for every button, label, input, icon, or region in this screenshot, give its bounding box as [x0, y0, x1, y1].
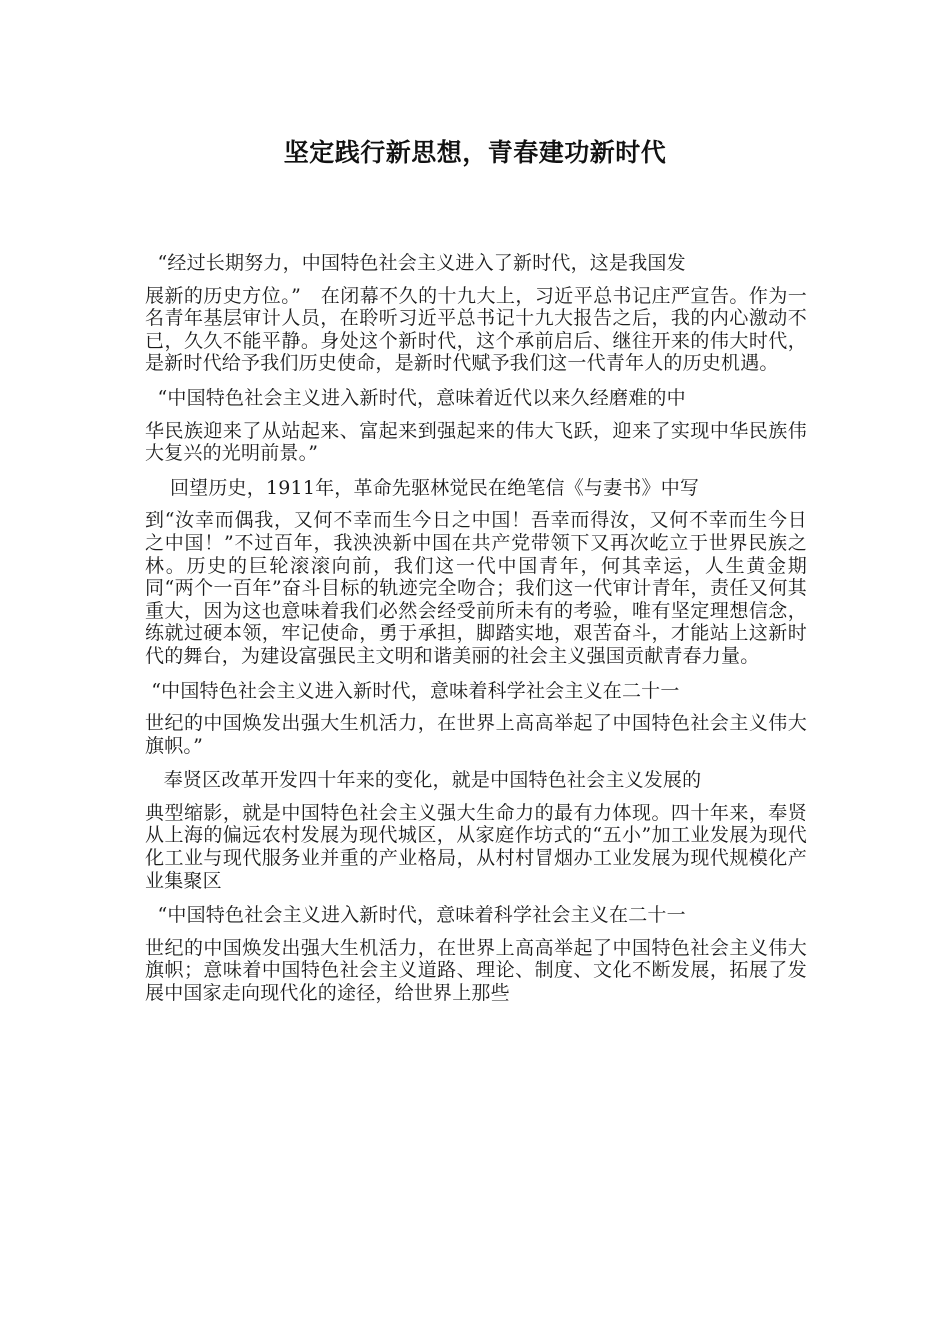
paragraph-2: [145, 387, 807, 465]
paragraph-5-text: 典型缩影，就是中国特色社会主义强大生命力的最有力体现。四十年来，奉贤从上海的偏远农村发展为现代城区，从家庭作坊式的“五小”加工业发展为现代化工业与现代服务业并重的产业格局，从村村冒烟办工业发展为现代规模化产业集聚区: [145, 801, 807, 892]
paragraph-5: [145, 769, 807, 892]
paragraph-6-lead: “中国特色社会主义进入新时代，意味着科学社会主义在二十一: [145, 904, 686, 927]
paragraph-6: [145, 904, 807, 1004]
paragraph-5-lead: 奉贤区改革开发四十年来的变化，就是中国特色社会主义发展的: [145, 769, 702, 792]
paragraph-1-lead: “经过长期努力，中国特色社会主义进入了新时代，这是我国发: [145, 252, 686, 274]
paragraph-1: [145, 252, 807, 375]
paragraph-4-lead: “中国特色社会主义进入新时代，意味着科学社会主义在二十一: [145, 679, 680, 702]
paragraph-3-text: 到“汝幸而偶我，又何不幸而生今日之中国！吾幸而得汝，又何不幸而生今日之中国！”不过百年，我泱泱新中国在共产党带领下又再次屹立于世界民族之林。历史的巨轮滚滚向前，我们这一代中国青年，何其幸运，人生黄金期同“两个一百年”奋斗目标的轨迹完全吻合；我们这一代审计青年，责任又何其重大，因为这也意味着我们必然会经受前所未有的考验，唯有坚定理想信念，练就过硬本领，牢记使命，勇于承担，脚踏实地，艰苦奋斗，才能站上这新时代的舞台，为建设富强民主文明和谐美丽的社会主义强国贡献青春力量。: [145, 509, 807, 667]
paragraph-4: [145, 680, 807, 758]
document-title: 坚定践行新思想，青春建功新时代: [283, 138, 667, 167]
paragraph-2-text: 华民族迎来了从站起来、富起来到强起来的伟大飞跃，迎来了实现中华民族伟大复兴的光明前景。”: [145, 419, 807, 465]
document-body: [145, 252, 807, 1013]
paragraph-6-text: 世纪的中国焕发出强大生机活力，在世界上高高举起了中国特色社会主义伟大旗帜；意味着中国特色社会主义道路、理论、制度、文化不断发展，拓展了发展中国家走向现代化的途径，给世界上那些: [145, 936, 807, 1005]
paragraph-1-text: 展新的历史方位。” 在闭幕不久的十九大上，习近平总书记庄严宣告。作为一名青年基层审计人员，在聆听习近平总书记十九大报告之后，我的内心激动不已，久久不能平静。身处这个新时代，这个承前启后、继往开来的伟大时代，是新时代给予我们历史使命，是新时代赋予我们这一代青年人的历史机遇。: [145, 284, 807, 375]
paragraph-3-lead: 回望历史，1911年，革命先驱林觉民在绝笔信《与妻书》中写: [145, 476, 700, 499]
paragraph-3: [145, 477, 807, 668]
paragraph-2-lead: “中国特色社会主义进入新时代，意味着近代以来久经磨难的中: [145, 386, 686, 409]
paragraph-4-text: 世纪的中国焕发出强大生机活力，在世界上高高举起了中国特色社会主义伟大旗帜。”: [145, 712, 807, 757]
